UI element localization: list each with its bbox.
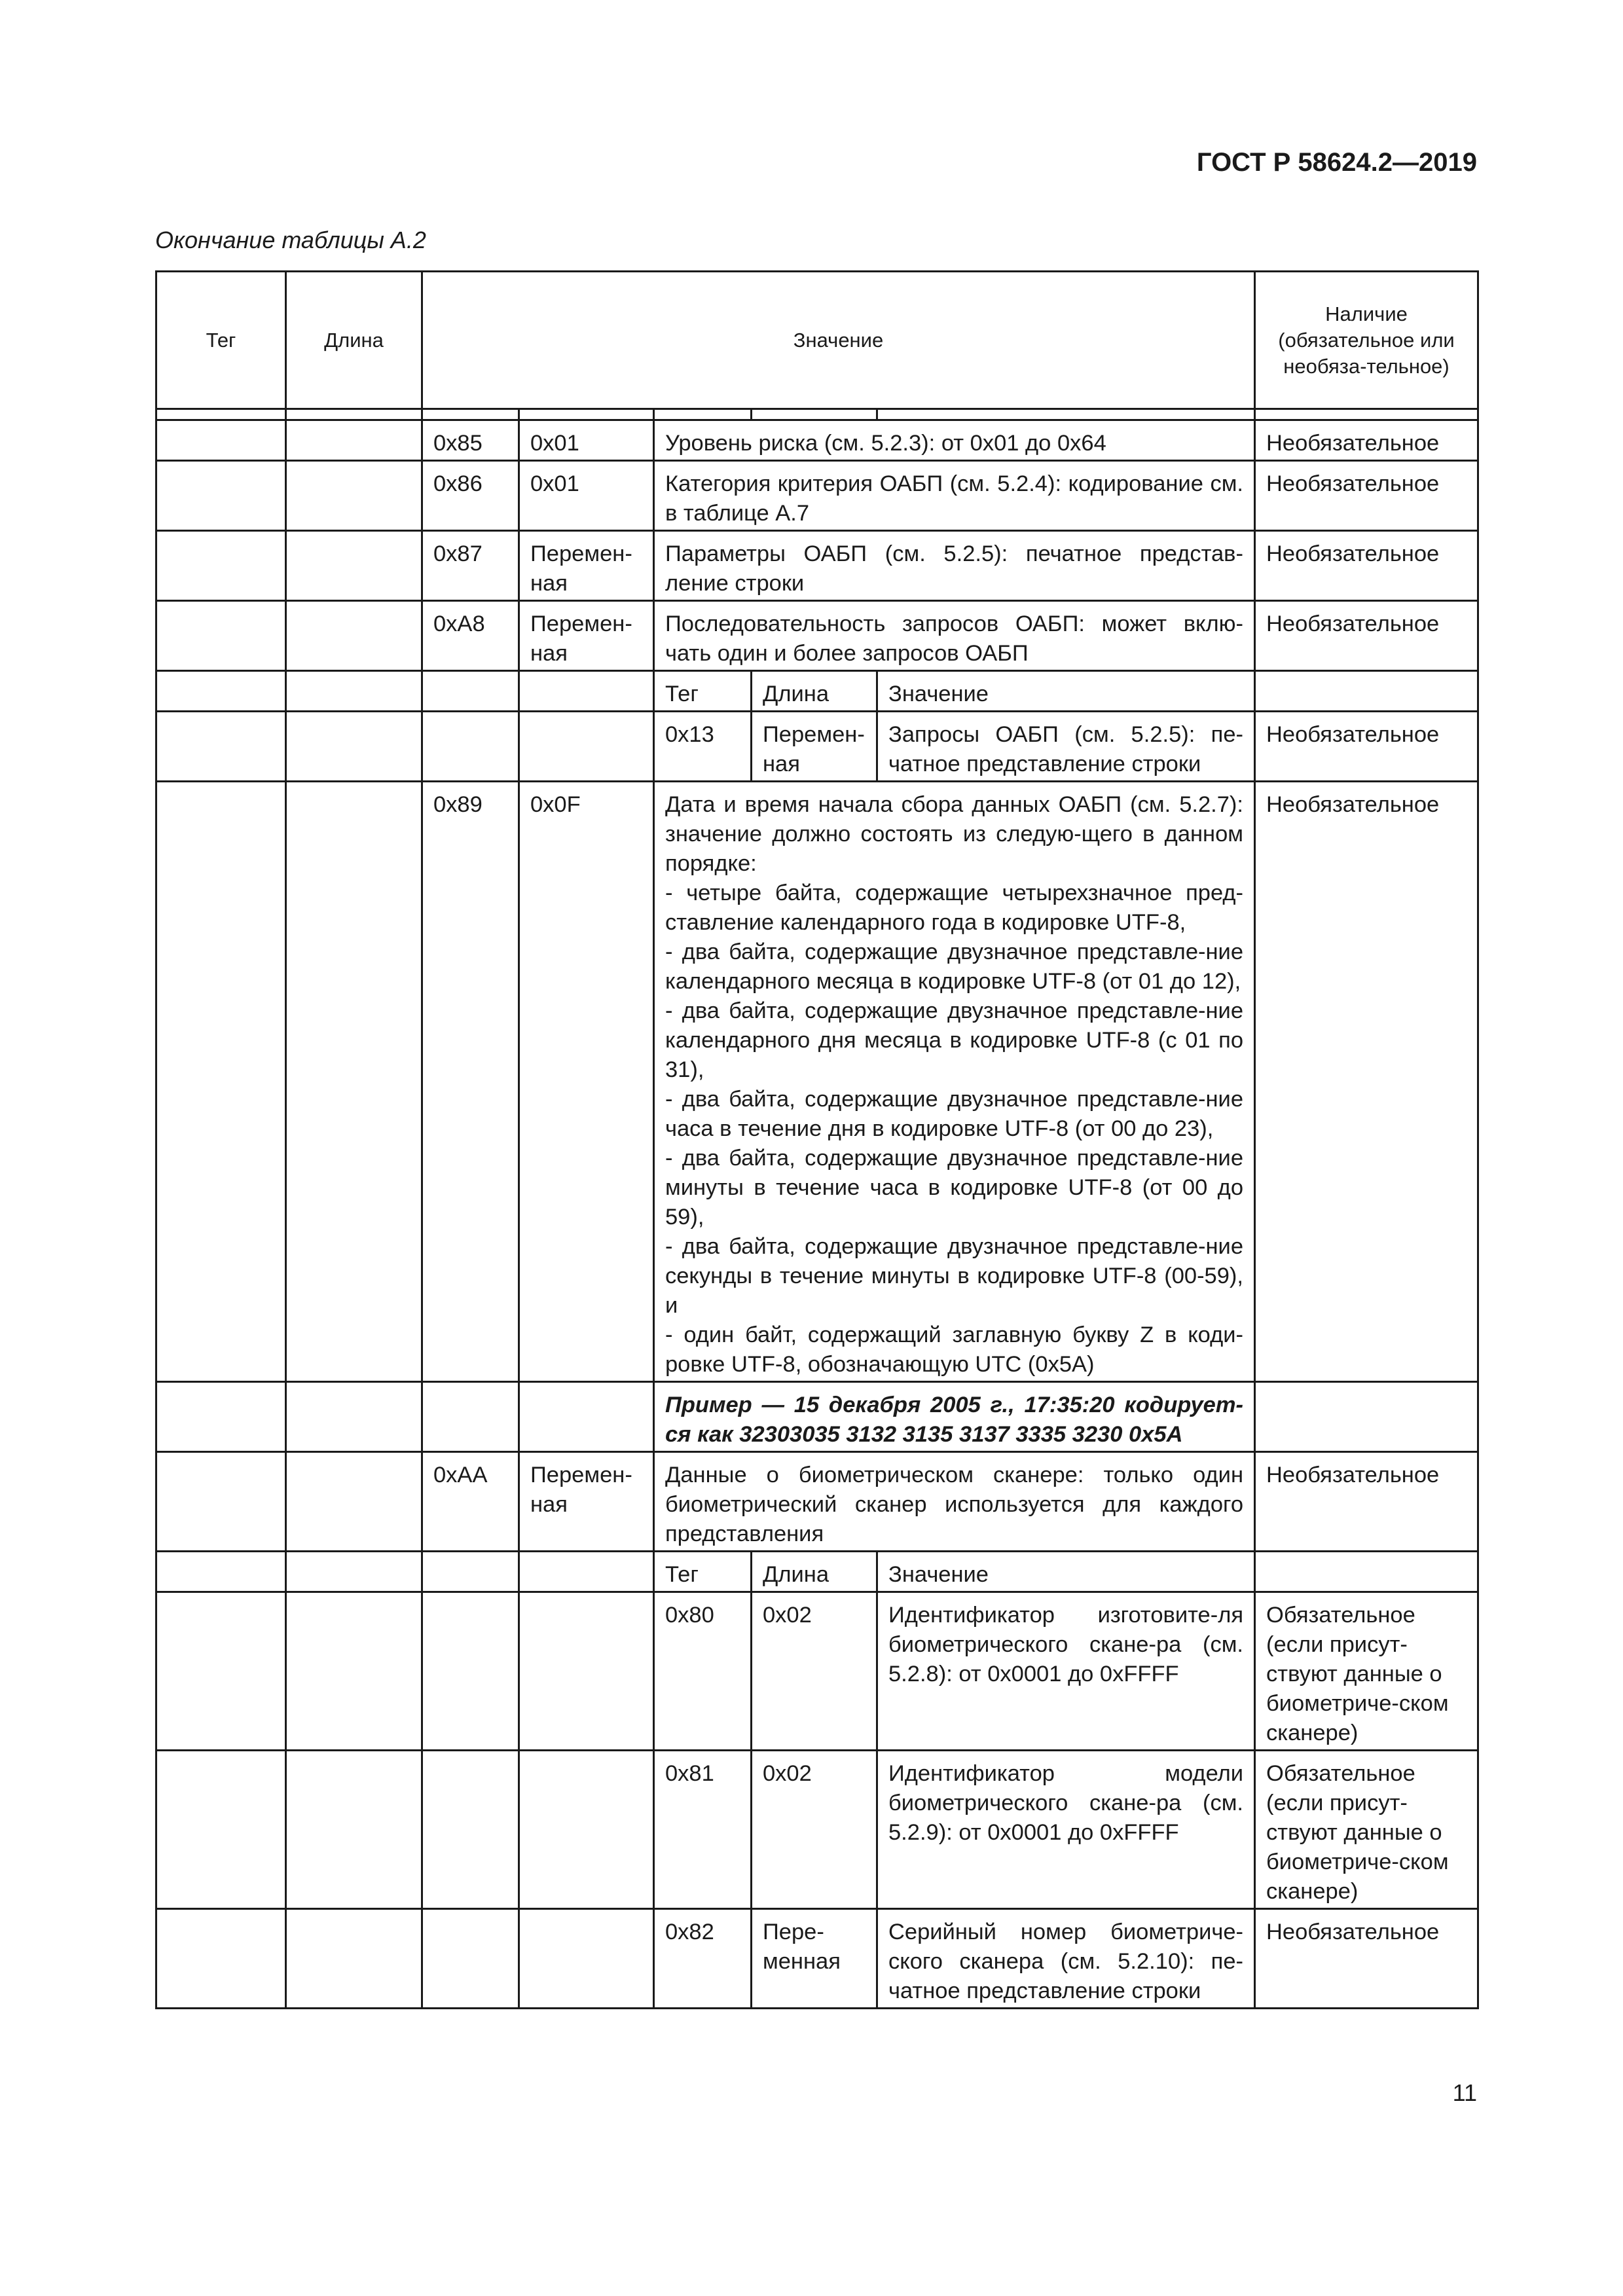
tag-cell: 0x87 [422, 531, 519, 601]
value-cell: Идентификатор модели биометрического скане-ра (см. 5.2.9): от 0x0001 до 0xFFFF [877, 1751, 1255, 1909]
length-cell: 0x02 [752, 1592, 877, 1751]
value-cell: Уровень риска (см. 5.2.3): от 0x01 до 0x64 [654, 420, 1255, 461]
length-cell: Перемен-ная [519, 1452, 654, 1552]
value-item: - два байта, содержащие двузначное представле-ние часа в течение дня в кодировке UTF-8 (от 00 до 23), [665, 1087, 1244, 1141]
length-cell: 0x02 [752, 1751, 877, 1909]
length-cell: Перемен-ная [752, 712, 877, 782]
presence-cell: Необязательное [1255, 601, 1478, 671]
length-cell: 0x01 [519, 461, 654, 531]
value-cell: Категория критерия ОАБП (см. 5.2.4): кодирование см. в таблице А.7 [654, 461, 1255, 531]
presence-cell: Необязательное [1255, 782, 1478, 1382]
table-row [156, 782, 1478, 1382]
tag-cell: 0xAA [422, 1452, 519, 1552]
table-header-row [156, 272, 1478, 409]
table-spacer-row [156, 409, 1478, 420]
presence-cell: Необязательное [1255, 420, 1478, 461]
presence-cell: Необязательное [1255, 461, 1478, 531]
tag-cell: 0x81 [654, 1751, 752, 1909]
presence-cell: Обязательное (если присут-ствуют данные о биометриче-ском сканере) [1255, 1592, 1478, 1751]
tag-cell: 0x80 [654, 1592, 752, 1751]
table-row [156, 461, 1478, 531]
value-cell [654, 782, 1255, 1382]
header-value: Значение [422, 272, 1255, 409]
sub-header-length: Длина [752, 1552, 877, 1592]
value-intro: Дата и время начала сбора данных ОАБП (см. 5.2.7): значение должно состоять из следую-щего в данном порядке: [665, 792, 1244, 876]
data-table [155, 270, 1479, 2009]
tag-cell: 0xA8 [422, 601, 519, 671]
document-code: ГОСТ Р 58624.2—2019 [1196, 148, 1477, 177]
table-row [156, 1751, 1478, 1909]
example-row [156, 1382, 1478, 1452]
sub-header-tag: Тег [654, 1552, 752, 1592]
table-row [156, 1909, 1478, 2009]
value-item: - один байт, содержащий заглавную букву Z в коди-ровке UTF-8, обозначающую UTC (0x5A) [665, 1322, 1244, 1377]
tag-cell: 0x89 [422, 782, 519, 1382]
header-presence: Наличие (обязательное или необяза-тельное) [1255, 272, 1478, 409]
header-length: Длина [286, 272, 422, 409]
value-cell: Параметры ОАБП (см. 5.2.5): печатное представ-ление строки [654, 531, 1255, 601]
value-cell: Серийный номер биометриче-ского сканера (см. 5.2.10): пе-чатное представление строки [877, 1909, 1255, 2009]
table-row [156, 420, 1478, 461]
sub-header-tag: Тег [654, 671, 752, 712]
presence-cell: Необязательное [1255, 712, 1478, 782]
tag-cell: 0x85 [422, 420, 519, 461]
length-cell: 0x01 [519, 420, 654, 461]
presence-cell: Необязательное [1255, 1909, 1478, 2009]
length-cell: 0x0F [519, 782, 654, 1382]
page-number: 11 [1452, 2079, 1477, 2106]
tag-cell: 0x86 [422, 461, 519, 531]
sub-header-length: Длина [752, 671, 877, 712]
table-row [156, 531, 1478, 601]
presence-cell: Необязательное [1255, 1452, 1478, 1552]
value-item: - два байта, содержащие двузначное представле-ние календарного дня месяца в кодировке UTF-8 (с 01 по 31), [665, 998, 1244, 1082]
value-item: - четыре байта, содержащие четырехзначное пред-ставление календарного года в кодировке UTF-8, [665, 881, 1244, 935]
sub-header-value: Значение [877, 1552, 1255, 1592]
table-row [156, 712, 1478, 782]
example-text: Пример — 15 декабря 2005 г., 17:35:20 кодирует-ся как 32303035 3132 3135 3137 3335 3230 0x5A [654, 1382, 1255, 1452]
table-caption: Окончание таблицы А.2 [155, 227, 426, 253]
presence-cell: Обязательное (если присут-ствуют данные о биометриче-ском сканере) [1255, 1751, 1478, 1909]
sub-header-row [156, 1552, 1478, 1592]
value-cell: Данные о биометрическом сканере: только один биометрический сканер используется для каждого представления [654, 1452, 1255, 1552]
presence-cell: Необязательное [1255, 531, 1478, 601]
table-row [156, 1592, 1478, 1751]
sub-header-value: Значение [877, 671, 1255, 712]
tag-cell: 0x82 [654, 1909, 752, 2009]
value-item: - два байта, содержащие двузначное представле-ние календарного месяца в кодировке UTF-8 (от 01 до 12), [665, 939, 1244, 994]
length-cell: Перемен-ная [519, 601, 654, 671]
tag-cell: 0x13 [654, 712, 752, 782]
length-cell: Пере-менная [752, 1909, 877, 2009]
table-row [156, 1452, 1478, 1552]
value-item: - два байта, содержащие двузначное представле-ние минуты в течение часа в кодировке UTF-8 (от 00 до 59), [665, 1146, 1244, 1230]
value-item: - два байта, содержащие двузначное представле-ние секунды в течение минуты в кодировке UTF-8 (00-59), и [665, 1234, 1244, 1318]
value-cell: Запросы ОАБП (см. 5.2.5): пе-чатное представление строки [877, 712, 1255, 782]
value-cell: Последовательность запросов ОАБП: может вклю-чать один и более запросов ОАБП [654, 601, 1255, 671]
sub-header-row [156, 671, 1478, 712]
table-row [156, 601, 1478, 671]
length-cell: Перемен-ная [519, 531, 654, 601]
header-tag: Тег [156, 272, 286, 409]
value-cell: Идентификатор изготовите-ля биометрического скане-ра (см. 5.2.8): от 0x0001 до 0xFFFF [877, 1592, 1255, 1751]
